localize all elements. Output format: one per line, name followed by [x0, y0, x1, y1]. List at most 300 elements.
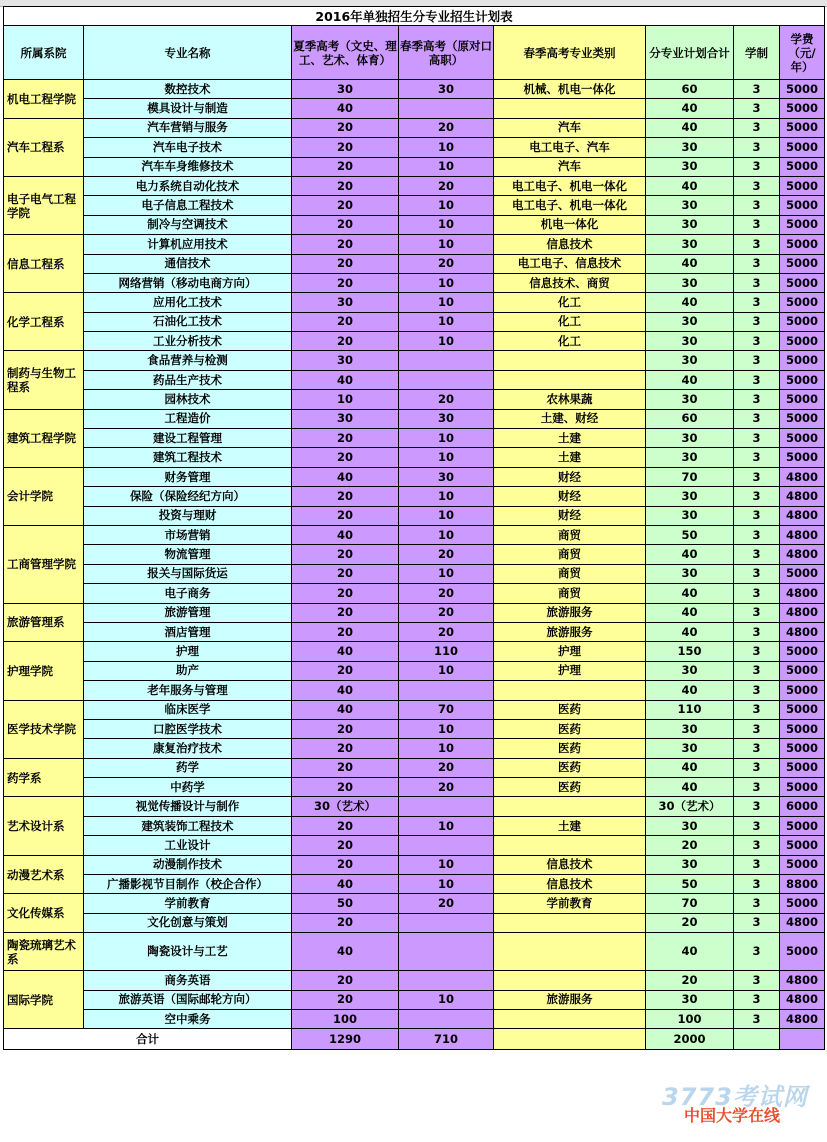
summer-quota-cell: 20	[292, 855, 399, 874]
fee-cell: 5000	[780, 933, 825, 971]
spring-quota-cell: 20	[399, 603, 494, 622]
major-cell: 电力系统自动化技术	[84, 176, 292, 195]
total-cell: 40	[646, 933, 734, 971]
summer-quota-cell: 20	[292, 971, 399, 990]
duration-cell: 3	[734, 196, 780, 215]
header-summer: 夏季高考（文史、理工、艺术、体育）	[292, 26, 399, 80]
total-cell: 30	[646, 719, 734, 738]
summer-quota-cell: 20	[292, 836, 399, 855]
fee-cell: 8800	[780, 875, 825, 894]
fee-cell: 4800	[780, 525, 825, 544]
table-row	[4, 584, 825, 603]
major-cell: 空中乘务	[84, 1009, 292, 1028]
major-cell: 护理	[84, 642, 292, 661]
fee-cell: 5000	[780, 719, 825, 738]
spring-category-cell	[494, 1009, 646, 1028]
summer-quota-cell: 20	[292, 273, 399, 292]
duration-cell: 3	[734, 584, 780, 603]
dept-cell: 化学工程系	[4, 293, 84, 351]
summer-quota-cell: 20	[292, 235, 399, 254]
spring-category-cell: 土建	[494, 816, 646, 835]
spring-quota-cell: 20	[399, 894, 494, 913]
total-cell: 30	[646, 564, 734, 583]
major-cell: 投资与理财	[84, 506, 292, 525]
summer-quota-cell: 10	[292, 390, 399, 409]
table-row	[4, 332, 825, 351]
fee-cell: 5000	[780, 138, 825, 157]
duration-cell: 3	[734, 390, 780, 409]
spring-category-cell: 商贸	[494, 525, 646, 544]
major-cell: 市场营销	[84, 525, 292, 544]
fee-cell: 5000	[780, 312, 825, 331]
major-cell: 网络营销（移动电商方向）	[84, 273, 292, 292]
spring-quota-cell: 10	[399, 235, 494, 254]
spring-quota-cell: 10	[399, 525, 494, 544]
table-row	[4, 603, 825, 622]
summer-quota-cell: 20	[292, 429, 399, 448]
duration-cell: 3	[734, 1009, 780, 1028]
major-cell: 制冷与空调技术	[84, 215, 292, 234]
spring-category-cell: 土建	[494, 429, 646, 448]
total-cell: 70	[646, 894, 734, 913]
summary-summer: 1290	[292, 1029, 399, 1050]
total-cell: 110	[646, 700, 734, 719]
duration-cell: 3	[734, 622, 780, 641]
spring-quota-cell: 10	[399, 138, 494, 157]
spring-category-cell: 汽车	[494, 157, 646, 176]
header-total: 分专业计划合计	[646, 26, 734, 80]
total-cell: 40	[646, 603, 734, 622]
spring-category-cell: 土建、财经	[494, 409, 646, 428]
spring-quota-cell	[399, 797, 494, 816]
table-row	[4, 913, 825, 932]
spring-quota-cell: 10	[399, 215, 494, 234]
major-cell: 广播影视节目制作（校企合作）	[84, 875, 292, 894]
summer-quota-cell: 50	[292, 894, 399, 913]
spring-category-cell: 化工	[494, 293, 646, 312]
spring-quota-cell: 10	[399, 816, 494, 835]
fee-cell: 5000	[780, 429, 825, 448]
fee-cell: 5000	[780, 894, 825, 913]
summer-quota-cell: 20	[292, 816, 399, 835]
duration-cell: 3	[734, 933, 780, 971]
fee-cell: 5000	[780, 215, 825, 234]
table-row	[4, 545, 825, 564]
total-cell: 30	[646, 332, 734, 351]
duration-cell: 3	[734, 525, 780, 544]
duration-cell: 3	[734, 506, 780, 525]
total-cell: 20	[646, 913, 734, 932]
total-cell: 30	[646, 157, 734, 176]
duration-cell: 3	[734, 235, 780, 254]
total-cell: 40	[646, 778, 734, 797]
table-row	[4, 351, 825, 370]
major-cell: 老年服务与管理	[84, 681, 292, 700]
duration-cell: 3	[734, 448, 780, 467]
spring-category-cell: 医药	[494, 739, 646, 758]
total-cell: 40	[646, 293, 734, 312]
summer-quota-cell: 20	[292, 118, 399, 137]
spring-quota-cell: 10	[399, 875, 494, 894]
fee-cell: 5000	[780, 293, 825, 312]
summer-quota-cell: 20	[292, 157, 399, 176]
table-title: 2016年单独招生分专业招生计划表	[4, 7, 825, 26]
total-cell: 30	[646, 138, 734, 157]
spring-quota-cell: 10	[399, 661, 494, 680]
spring-category-cell	[494, 370, 646, 389]
fee-cell: 4800	[780, 1009, 825, 1028]
major-cell: 中药学	[84, 778, 292, 797]
dept-cell: 信息工程系	[4, 235, 84, 293]
spring-category-cell: 旅游服务	[494, 622, 646, 641]
spring-category-cell: 护理	[494, 661, 646, 680]
duration-cell: 3	[734, 681, 780, 700]
summer-quota-cell: 20	[292, 913, 399, 932]
table-row	[4, 719, 825, 738]
summer-quota-cell: 20	[292, 622, 399, 641]
spring-category-cell	[494, 836, 646, 855]
fee-cell: 5000	[780, 642, 825, 661]
header-major: 专业名称	[84, 26, 292, 80]
duration-cell: 3	[734, 80, 780, 99]
duration-cell: 3	[734, 700, 780, 719]
fee-cell: 5000	[780, 836, 825, 855]
spring-quota-cell: 20	[399, 254, 494, 273]
summer-quota-cell: 20	[292, 487, 399, 506]
table-row	[4, 933, 825, 971]
spring-category-cell: 医药	[494, 700, 646, 719]
fee-cell: 5000	[780, 235, 825, 254]
duration-cell: 3	[734, 661, 780, 680]
spring-quota-cell: 10	[399, 312, 494, 331]
dept-cell: 艺术设计系	[4, 797, 84, 855]
fee-cell: 5000	[780, 196, 825, 215]
major-cell: 电子商务	[84, 584, 292, 603]
summer-quota-cell: 20	[292, 758, 399, 777]
dept-cell: 机电工程学院	[4, 80, 84, 119]
fee-cell: 5000	[780, 564, 825, 583]
table-row	[4, 1009, 825, 1028]
spring-category-cell	[494, 913, 646, 932]
total-cell: 70	[646, 467, 734, 486]
spring-quota-cell: 10	[399, 855, 494, 874]
table-row	[4, 525, 825, 544]
duration-cell: 3	[734, 293, 780, 312]
header-spring: 春季高考（原对口高职）	[399, 26, 494, 80]
duration-cell: 3	[734, 990, 780, 1009]
total-cell: 40	[646, 584, 734, 603]
table-row	[4, 467, 825, 486]
major-cell: 通信技术	[84, 254, 292, 273]
spring-category-cell: 医药	[494, 758, 646, 777]
table-row	[4, 875, 825, 894]
major-cell: 园林技术	[84, 390, 292, 409]
table-row	[4, 661, 825, 680]
total-cell: 30	[646, 196, 734, 215]
summer-quota-cell: 40	[292, 700, 399, 719]
major-cell: 药学	[84, 758, 292, 777]
spring-category-cell: 信息技术	[494, 855, 646, 874]
table-row	[4, 681, 825, 700]
total-cell: 30	[646, 990, 734, 1009]
total-cell: 30	[646, 661, 734, 680]
total-cell: 40	[646, 545, 734, 564]
total-cell: 30	[646, 506, 734, 525]
enrollment-plan-table	[3, 6, 825, 1050]
summer-quota-cell: 20	[292, 176, 399, 195]
spring-category-cell	[494, 681, 646, 700]
fee-cell: 5000	[780, 332, 825, 351]
duration-cell: 3	[734, 797, 780, 816]
fee-cell: 5000	[780, 816, 825, 835]
total-cell: 30	[646, 448, 734, 467]
table-row	[4, 157, 825, 176]
fee-cell: 4800	[780, 584, 825, 603]
major-cell: 数控技术	[84, 80, 292, 99]
header-row	[4, 26, 825, 80]
fee-cell: 5000	[780, 739, 825, 758]
fee-cell: 5000	[780, 681, 825, 700]
dept-cell: 制药与生物工程系	[4, 351, 84, 409]
summary-fee-empty	[780, 1029, 825, 1050]
major-cell: 模具设计与制造	[84, 99, 292, 118]
summer-quota-cell: 20	[292, 332, 399, 351]
total-cell: 30	[646, 235, 734, 254]
major-cell: 旅游管理	[84, 603, 292, 622]
table-row	[4, 254, 825, 273]
major-cell: 药品生产技术	[84, 370, 292, 389]
spring-quota-cell: 20	[399, 778, 494, 797]
fee-cell: 4800	[780, 545, 825, 564]
total-cell: 60	[646, 80, 734, 99]
duration-cell: 3	[734, 429, 780, 448]
spring-quota-cell: 10	[399, 990, 494, 1009]
watermark-site-logo: 3773考试网	[662, 1083, 808, 1111]
fee-cell: 4800	[780, 467, 825, 486]
total-cell: 30	[646, 215, 734, 234]
summer-quota-cell: 20	[292, 584, 399, 603]
spring-quota-cell: 30	[399, 409, 494, 428]
total-cell: 40	[646, 118, 734, 137]
spring-quota-cell	[399, 913, 494, 932]
spring-quota-cell: 20	[399, 545, 494, 564]
duration-cell: 3	[734, 816, 780, 835]
fee-cell: 5000	[780, 176, 825, 195]
dept-cell: 文化传媒系	[4, 894, 84, 933]
spring-quota-cell: 30	[399, 80, 494, 99]
summary-label: 合计	[4, 1029, 292, 1050]
dept-cell: 医学技术学院	[4, 700, 84, 758]
spring-quota-cell: 10	[399, 487, 494, 506]
fee-cell: 5000	[780, 778, 825, 797]
table-row	[4, 778, 825, 797]
table-row	[4, 816, 825, 835]
major-cell: 报关与国际货运	[84, 564, 292, 583]
header-fee: 学费（元/年）	[780, 26, 825, 80]
header-duration: 学制	[734, 26, 780, 80]
fee-cell: 5000	[780, 118, 825, 137]
major-cell: 食品营养与检测	[84, 351, 292, 370]
dept-cell: 陶瓷琉璃艺术系	[4, 933, 84, 971]
spring-quota-cell: 10	[399, 293, 494, 312]
summary-category-empty	[494, 1029, 646, 1050]
spring-category-cell: 护理	[494, 642, 646, 661]
total-cell: 30	[646, 390, 734, 409]
spring-category-cell: 电工电子、机电一体化	[494, 196, 646, 215]
duration-cell: 3	[734, 215, 780, 234]
duration-cell: 3	[734, 99, 780, 118]
summer-quota-cell: 20	[292, 990, 399, 1009]
header-category: 春季高考专业类别	[494, 26, 646, 80]
table-row	[4, 700, 825, 719]
spring-quota-cell	[399, 933, 494, 971]
table-row	[4, 99, 825, 118]
major-cell: 学前教育	[84, 894, 292, 913]
table-row	[4, 429, 825, 448]
total-cell: 30（艺术）	[646, 797, 734, 816]
duration-cell: 3	[734, 176, 780, 195]
table-row	[4, 312, 825, 331]
major-cell: 酒店管理	[84, 622, 292, 641]
duration-cell: 3	[734, 758, 780, 777]
spring-quota-cell	[399, 99, 494, 118]
dept-cell: 汽车工程系	[4, 118, 84, 176]
spring-quota-cell: 10	[399, 739, 494, 758]
total-cell: 20	[646, 971, 734, 990]
spring-category-cell: 财经	[494, 467, 646, 486]
dept-cell: 旅游管理系	[4, 603, 84, 642]
spring-quota-cell: 10	[399, 564, 494, 583]
spring-quota-cell	[399, 836, 494, 855]
summer-quota-cell: 40	[292, 467, 399, 486]
duration-cell: 3	[734, 855, 780, 874]
fee-cell: 5000	[780, 99, 825, 118]
summer-quota-cell: 20	[292, 215, 399, 234]
major-cell: 建筑工程技术	[84, 448, 292, 467]
fee-cell: 4800	[780, 506, 825, 525]
total-cell: 30	[646, 816, 734, 835]
summer-quota-cell: 20	[292, 448, 399, 467]
table-row	[4, 506, 825, 525]
table-row	[4, 235, 825, 254]
total-cell: 40	[646, 370, 734, 389]
duration-cell: 3	[734, 254, 780, 273]
spring-quota-cell: 20	[399, 584, 494, 603]
summer-quota-cell: 30（艺术）	[292, 797, 399, 816]
fee-cell: 5000	[780, 661, 825, 680]
summer-quota-cell: 20	[292, 661, 399, 680]
spring-quota-cell: 20	[399, 758, 494, 777]
major-cell: 康复治疗技术	[84, 739, 292, 758]
spring-category-cell: 机械、机电一体化	[494, 80, 646, 99]
major-cell: 陶瓷设计与工艺	[84, 933, 292, 971]
total-cell: 150	[646, 642, 734, 661]
spring-quota-cell: 10	[399, 332, 494, 351]
major-cell: 旅游英语（国际邮轮方向）	[84, 990, 292, 1009]
watermark-brand: 中国大学在线	[684, 1106, 781, 1125]
dept-cell: 会计学院	[4, 467, 84, 525]
total-cell: 60	[646, 409, 734, 428]
table-row	[4, 990, 825, 1009]
dept-cell: 药学系	[4, 758, 84, 797]
table-row	[4, 176, 825, 195]
summary-spring: 710	[399, 1029, 494, 1050]
summer-quota-cell: 20	[292, 564, 399, 583]
spring-category-cell	[494, 351, 646, 370]
summer-quota-cell: 20	[292, 739, 399, 758]
summer-quota-cell: 20	[292, 196, 399, 215]
major-cell: 汽车车身维修技术	[84, 157, 292, 176]
duration-cell: 3	[734, 545, 780, 564]
fee-cell: 5000	[780, 370, 825, 389]
spring-category-cell: 旅游服务	[494, 990, 646, 1009]
major-cell: 石油化工技术	[84, 312, 292, 331]
duration-cell: 3	[734, 836, 780, 855]
total-cell: 40	[646, 681, 734, 700]
spring-category-cell: 学前教育	[494, 894, 646, 913]
duration-cell: 3	[734, 778, 780, 797]
spring-category-cell: 机电一体化	[494, 215, 646, 234]
fee-cell: 4800	[780, 990, 825, 1009]
fee-cell: 5000	[780, 254, 825, 273]
fee-cell: 5000	[780, 390, 825, 409]
summer-quota-cell: 40	[292, 642, 399, 661]
major-cell: 汽车营销与服务	[84, 118, 292, 137]
spring-quota-cell: 10	[399, 448, 494, 467]
duration-cell: 3	[734, 157, 780, 176]
major-cell: 口腔医学技术	[84, 719, 292, 738]
spring-category-cell: 财经	[494, 487, 646, 506]
spring-category-cell: 电工电子、汽车	[494, 138, 646, 157]
major-cell: 电子信息工程技术	[84, 196, 292, 215]
fee-cell: 5000	[780, 80, 825, 99]
total-cell: 50	[646, 875, 734, 894]
dept-cell: 建筑工程学院	[4, 409, 84, 467]
fee-cell: 6000	[780, 797, 825, 816]
summer-quota-cell: 20	[292, 312, 399, 331]
spring-category-cell: 农林果蔬	[494, 390, 646, 409]
fee-cell: 5000	[780, 448, 825, 467]
summer-quota-cell: 30	[292, 351, 399, 370]
spring-quota-cell: 10	[399, 157, 494, 176]
spring-category-cell: 化工	[494, 312, 646, 331]
table-row	[4, 273, 825, 292]
dept-cell: 电子电气工程学院	[4, 176, 84, 234]
table-row	[4, 196, 825, 215]
major-cell: 视觉传播设计与制作	[84, 797, 292, 816]
table-row	[4, 118, 825, 137]
spring-quota-cell	[399, 971, 494, 990]
summer-quota-cell: 20	[292, 545, 399, 564]
summer-quota-cell: 20	[292, 778, 399, 797]
total-cell: 30	[646, 487, 734, 506]
total-cell: 50	[646, 525, 734, 544]
table-row	[4, 448, 825, 467]
fee-cell: 4800	[780, 971, 825, 990]
summer-quota-cell: 20	[292, 603, 399, 622]
fee-cell: 5000	[780, 855, 825, 874]
major-cell: 应用化工技术	[84, 293, 292, 312]
duration-cell: 3	[734, 467, 780, 486]
duration-cell: 3	[734, 875, 780, 894]
table-row	[4, 855, 825, 874]
summer-quota-cell: 40	[292, 933, 399, 971]
spring-quota-cell	[399, 681, 494, 700]
summer-quota-cell: 40	[292, 370, 399, 389]
table-row	[4, 293, 825, 312]
fee-cell: 5000	[780, 273, 825, 292]
major-cell: 保险（保险经纪方向）	[84, 487, 292, 506]
